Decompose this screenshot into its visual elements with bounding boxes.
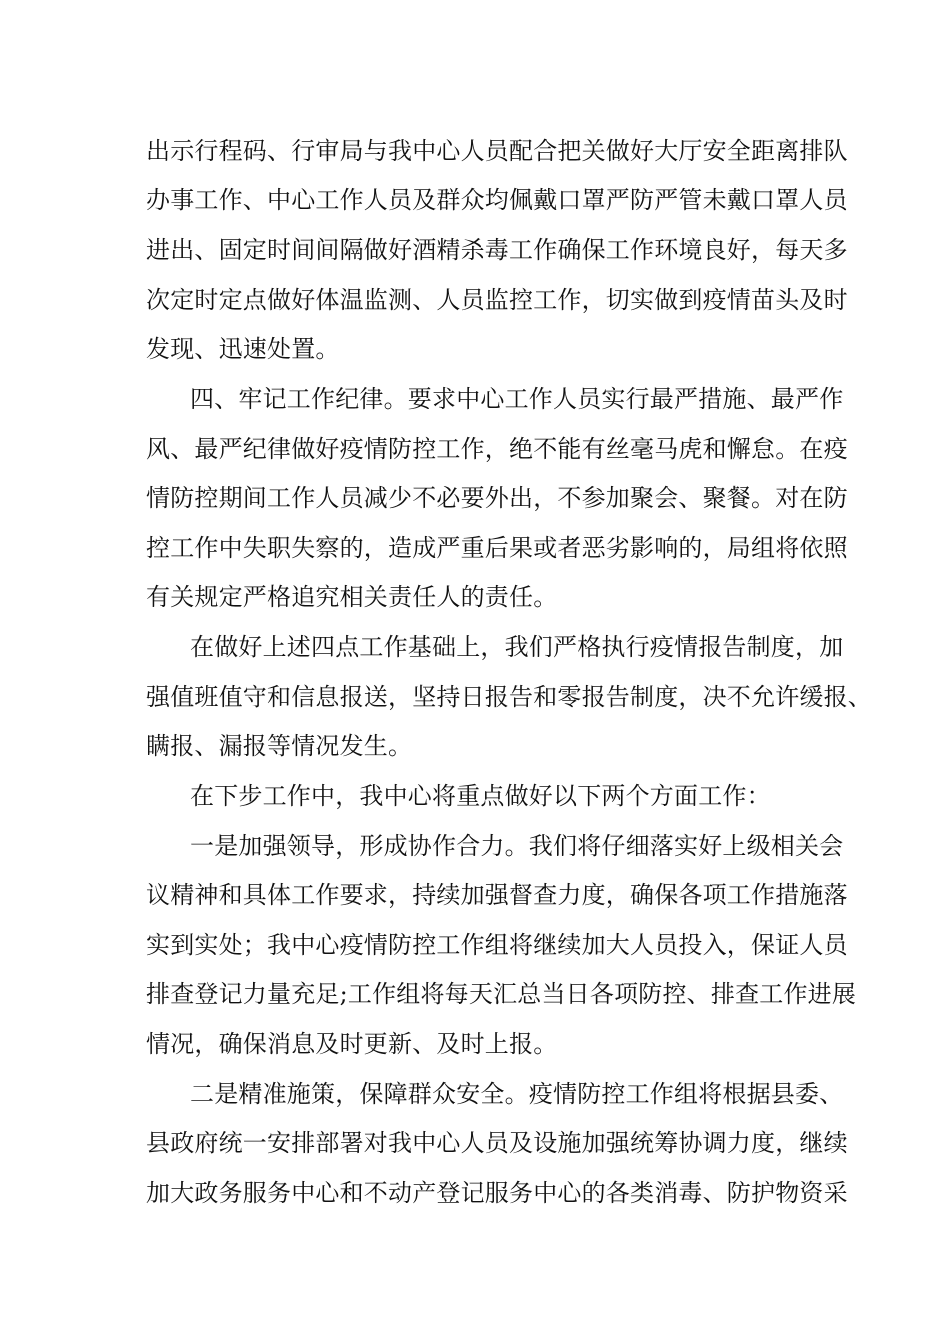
text-line: 瞒报、漏报等情况发生。 <box>146 732 413 760</box>
text-line: 有关规定严格追究相关责任人的责任。 <box>146 583 558 611</box>
paragraph-first-line: 一是加强领导，形成协作合力。我们将仔细落实好上级相关会 <box>190 832 844 860</box>
paragraph-first-line: 四、牢记工作纪律。要求中心工作人员实行最严措施、最严作 <box>190 385 844 413</box>
text-line: 风、最严纪律做好疫情防控工作，绝不能有丝毫马虎和懈怠。在疫 <box>146 435 848 463</box>
text-line: 实到实处；我中心疫情防控工作组将继续加大人员投入，保证人员 <box>146 931 848 959</box>
text-line: 情防控期间工作人员减少不必要外出，不参加聚会、聚餐。对在防 <box>146 484 848 512</box>
text-line: 排查登记力量充足;工作组将每天汇总当日各项防控、排查工作进展 <box>146 980 857 1008</box>
paragraph-first-line: 在做好上述四点工作基础上，我们严格执行疫情报告制度，加 <box>190 633 844 661</box>
text-line: 办事工作、中心工作人员及群众均佩戴口罩严防严管未戴口罩人员 <box>146 186 848 214</box>
text-line: 进出、固定时间间隔做好酒精杀毒工作确保工作环境良好，每天多 <box>146 236 848 264</box>
text-line: 加大政务服务中心和不动产登记服务中心的各类消毒、防护物资采 <box>146 1179 848 1207</box>
text-line: 出示行程码、行审局与我中心人员配合把关做好大厅安全距离排队 <box>146 137 848 165</box>
text-line: 情况，确保消息及时更新、及时上报。 <box>146 1030 558 1058</box>
text-line: 控工作中失职失察的，造成严重后果或者恶劣影响的，局组将依照 <box>146 534 848 562</box>
text-line: 议精神和具体工作要求，持续加强督查力度，确保各项工作措施落 <box>146 881 848 909</box>
text-line: 次定时定点做好体温监测、人员监控工作，切实做到疫情苗头及时 <box>146 286 848 314</box>
text-line: 县政府统一安排部署对我中心人员及设施加强统筹协调力度，继续 <box>146 1129 848 1157</box>
paragraph-first-line: 二是精准施策，保障群众安全。疫情防控工作组将根据县委、 <box>190 1080 844 1108</box>
text-line: 强值班值守和信息报送，坚持日报告和零报告制度，决不允许缓报、 <box>146 683 872 711</box>
text-line: 发现、迅速处置。 <box>146 335 340 363</box>
paragraph-first-line: 在下步工作中，我中心将重点做好以下两个方面工作： <box>190 782 771 810</box>
